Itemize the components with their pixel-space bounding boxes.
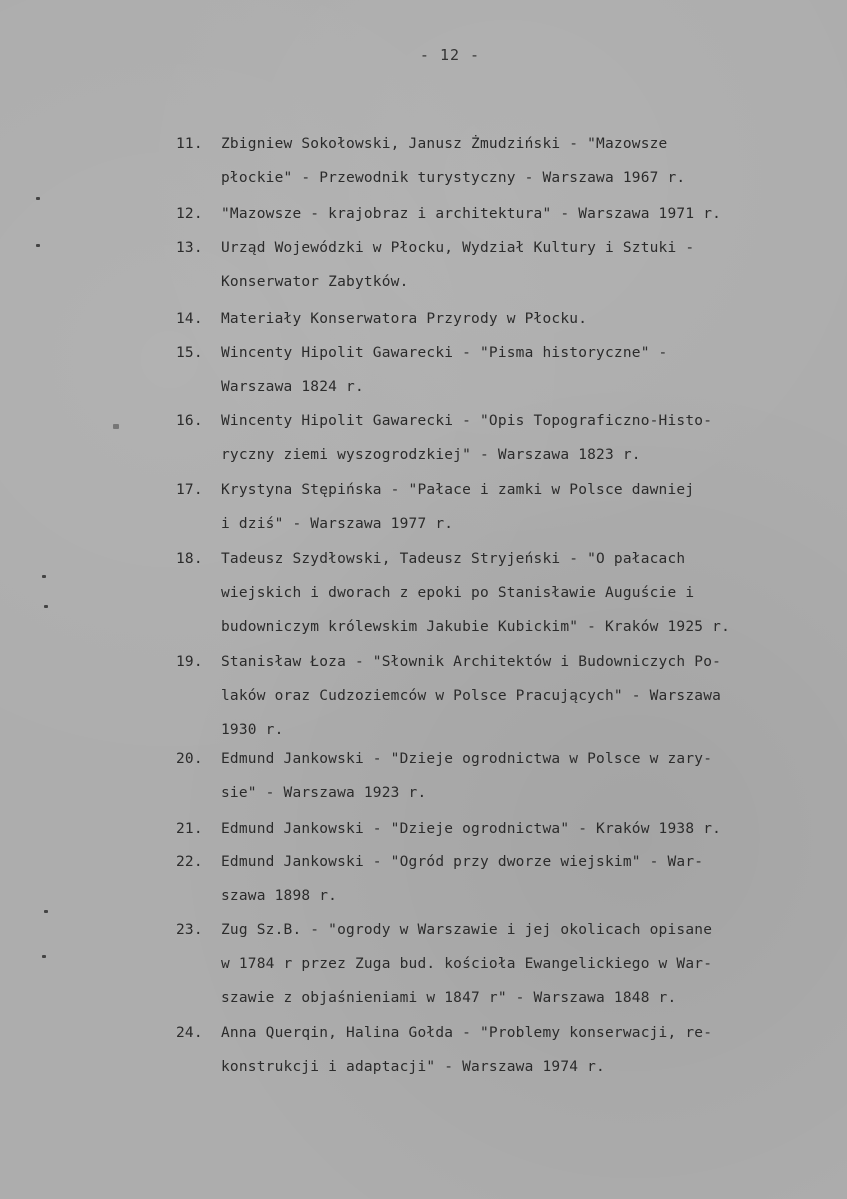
bibliography-entry	[176, 812, 816, 846]
entry-line: w 1784 r przez Zuga bud. kościoła Ewangelickiego w War-	[221, 956, 713, 972]
entry-line: Urząd Wojewódzki w Płocku, Wydział Kultury i Sztuki -	[221, 240, 695, 256]
entry-line: i dziś" - Warszawa 1977 r.	[221, 516, 454, 532]
entry-line: Zug Sz.B. - "ogrody w Warszawie i jej okolicach opisane	[221, 922, 713, 938]
entry-line: Krystyna Stępińska - "Pałace i zamki w Polsce dawniej	[221, 482, 695, 498]
entry-line: laków oraz Cudzoziemców w Polsce Pracujących" - Warszawa	[221, 688, 722, 704]
entry-line: płockie" - Przewodnik turystyczny - Warszawa 1967 r.	[221, 170, 686, 186]
entry-number: 19.	[176, 654, 203, 670]
entry-line: budowniczym królewskim Jakubie Kubickim" - Kraków 1925 r.	[221, 619, 730, 635]
entry-line: Edmund Jankowski - "Dzieje ogrodnictwa" - Kraków 1938 r.	[221, 821, 722, 837]
entry-line: wiejskich i dworach z epoki po Stanisławie Auguście i	[221, 585, 695, 601]
bibliography-entry	[176, 845, 816, 913]
entry-number: 21.	[176, 821, 203, 837]
entry-number: 12.	[176, 206, 203, 222]
scan-speck	[36, 197, 40, 200]
bibliography-entry	[176, 645, 816, 747]
scan-speck	[44, 910, 48, 913]
bibliography-entry	[176, 336, 816, 404]
entry-line: szawa 1898 r.	[221, 888, 338, 904]
scan-speck	[42, 955, 46, 958]
entry-number: 23.	[176, 922, 203, 938]
entry-line: Materiały Konserwatora Przyrody w Płocku.	[221, 311, 588, 327]
entry-line: Zbigniew Sokołowski, Janusz Żmudziński - "Mazowsze	[221, 136, 668, 152]
bibliography-entry	[176, 302, 816, 336]
entry-number: 13.	[176, 240, 203, 256]
bibliography-entry	[176, 742, 816, 810]
bibliography-entry	[176, 197, 816, 231]
entry-number: 18.	[176, 551, 203, 567]
entry-line: Edmund Jankowski - "Ogród przy dworze wiejskim" - War-	[221, 854, 704, 870]
bibliography-entry	[176, 231, 816, 299]
entry-line: szawie z objaśnieniami w 1847 r" - Warszawa 1848 r.	[221, 990, 677, 1006]
entry-number: 15.	[176, 345, 203, 361]
scan-speck	[113, 424, 119, 429]
scan-speck	[36, 244, 40, 247]
entry-line: Stanisław Łoza - "Słownik Architektów i Budowniczych Po-	[221, 654, 722, 670]
entry-line: Edmund Jankowski - "Dzieje ogrodnictwa w Polsce w zary-	[221, 751, 713, 767]
bibliography-entry	[176, 913, 816, 1015]
entry-line: Tadeusz Szydłowski, Tadeusz Stryjeński - "O pałacach	[221, 551, 686, 567]
page-number: - 12 -	[419, 46, 481, 64]
entry-number: 16.	[176, 413, 203, 429]
entry-number: 24.	[176, 1025, 203, 1041]
entry-line: 1930 r.	[221, 722, 284, 738]
entry-number: 17.	[176, 482, 203, 498]
entry-number: 11.	[176, 136, 203, 152]
entry-line: sie" - Warszawa 1923 r.	[221, 785, 427, 801]
entry-line: ryczny ziemi wyszogrodzkiej" - Warszawa 1823 r.	[221, 447, 641, 463]
scan-speck	[44, 605, 48, 608]
entry-line: Wincenty Hipolit Gawarecki - "Pisma historyczne" -	[221, 345, 668, 361]
entry-line: Wincenty Hipolit Gawarecki - "Opis Topograficzno-Histo-	[221, 413, 713, 429]
entry-number: 20.	[176, 751, 203, 767]
entry-number: 14.	[176, 311, 203, 327]
entry-line: Konserwator Zabytków.	[221, 274, 409, 290]
scan-speck	[42, 575, 46, 578]
bibliography-entry	[176, 542, 816, 644]
entry-line: Anna Querqin, Halina Gołda - "Problemy konserwacji, re-	[221, 1025, 713, 1041]
entry-line: Warszawa 1824 r.	[221, 379, 364, 395]
bibliography-entry	[176, 473, 816, 541]
entry-number: 22.	[176, 854, 203, 870]
bibliography-entry	[176, 127, 816, 195]
bibliography-entry	[176, 404, 816, 472]
bibliography-entry	[176, 1016, 816, 1084]
entry-line: "Mazowsze - krajobraz i architektura" - Warszawa 1971 r.	[221, 206, 722, 222]
entry-line: konstrukcji i adaptacji" - Warszawa 1974 r.	[221, 1059, 605, 1075]
